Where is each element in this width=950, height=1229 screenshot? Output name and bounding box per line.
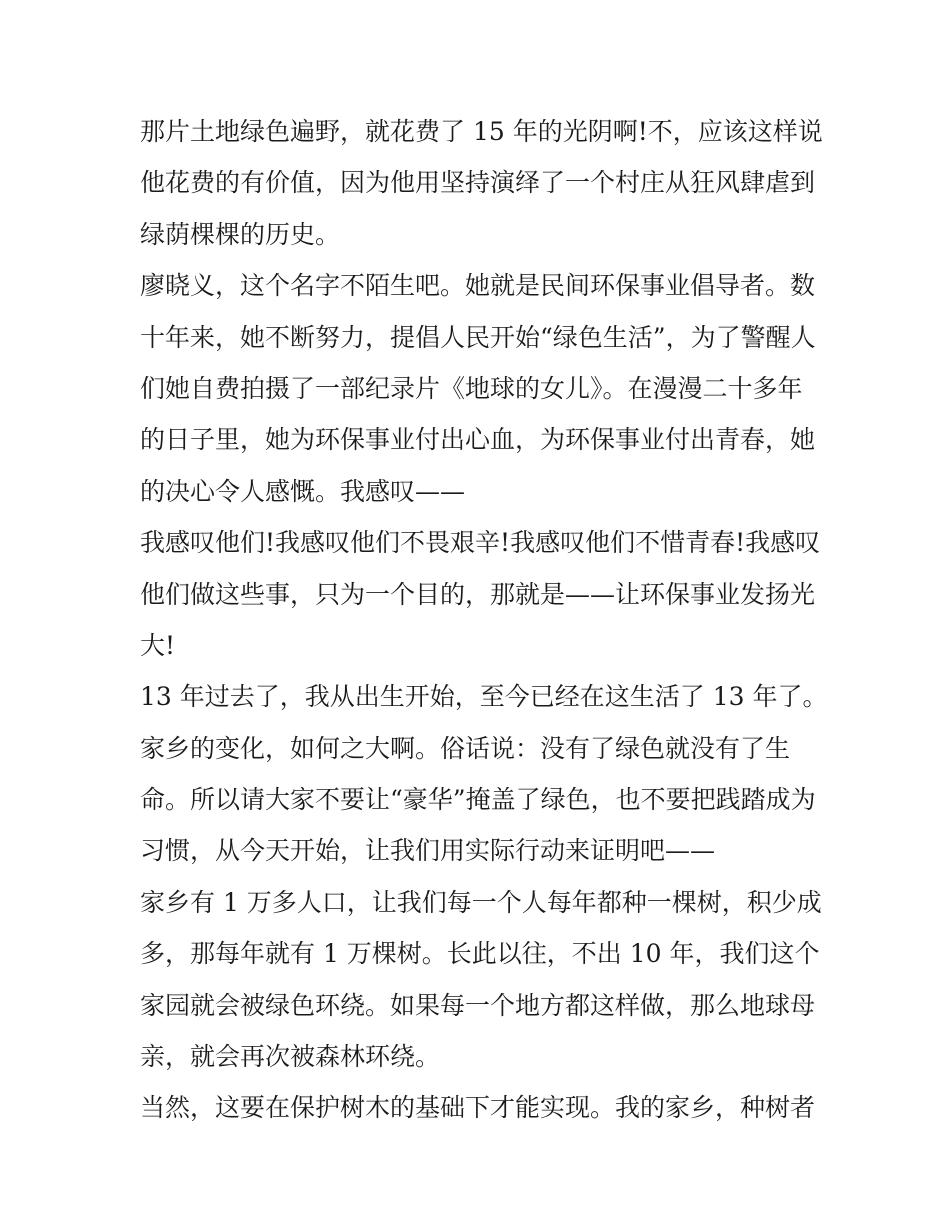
text-line: 家园就会被绿色环绕。如果每一个地方都这样做，那么地球母 — [140, 990, 816, 1020]
document-body — [140, 106, 828, 1134]
text-line: 家乡的变化，如何之大啊。俗话说：没有了绿色就没有了生 — [140, 733, 791, 763]
text-line: 绿荫棵棵的历史。 — [140, 219, 341, 249]
text-line: 他花费的有价值，因为他用坚持演绎了一个村庄从狂风肆虐到 — [140, 168, 816, 198]
text-line: 家乡有 1 万多人口，让我们每一个人每年都种一棵树，积少成 — [140, 887, 822, 917]
text-line: 当然，这要在保护树木的基础下才能实现。我的家乡，种树者 — [140, 1093, 816, 1123]
text-line: 习惯，从今天开始，让我们用实际行动来证明吧—— — [140, 836, 716, 866]
text-line: 他们做这些事，只为一个目的，那就是——让环保事业发扬光 — [140, 579, 816, 609]
text-line: 我感叹他们!我感叹他们不畏艰辛!我感叹他们不惜青春!我感叹 — [140, 528, 821, 558]
text-line: 多，那每年就有 1 万棵树。长此以往，不出 10 年，我们这个 — [140, 939, 820, 969]
text-line: 的决心令人感慨。我感叹—— — [140, 476, 466, 506]
text-line: 命。所以请大家不要让“豪华”掩盖了绿色，也不要把践踏成为 — [140, 785, 816, 815]
text-line: 廖晓义，这个名字不陌生吧。她就是民间环保事业倡导者。数 — [140, 271, 816, 301]
text-line: 亲，就会再次被森林环绕。 — [140, 1042, 441, 1072]
text-line: 13 年过去了，我从出生开始，至今已经在这生活了 13 年了。 — [140, 682, 828, 712]
text-line: 的日子里，她为环保事业付出心血，为环保事业付出青春，她 — [140, 425, 816, 455]
text-line: 大! — [140, 630, 176, 660]
text-line: 们她自费拍摄了一部纪录片《地球的女儿》。在漫漫二十多年 — [140, 373, 803, 403]
text-line: 十年来，她不断努力，提倡人民开始“绿色生活”，为了警醒人 — [140, 322, 816, 352]
text-line: 那片土地绿色遍野，就花费了 15 年的光阴啊!不，应该这样说 — [140, 117, 823, 146]
